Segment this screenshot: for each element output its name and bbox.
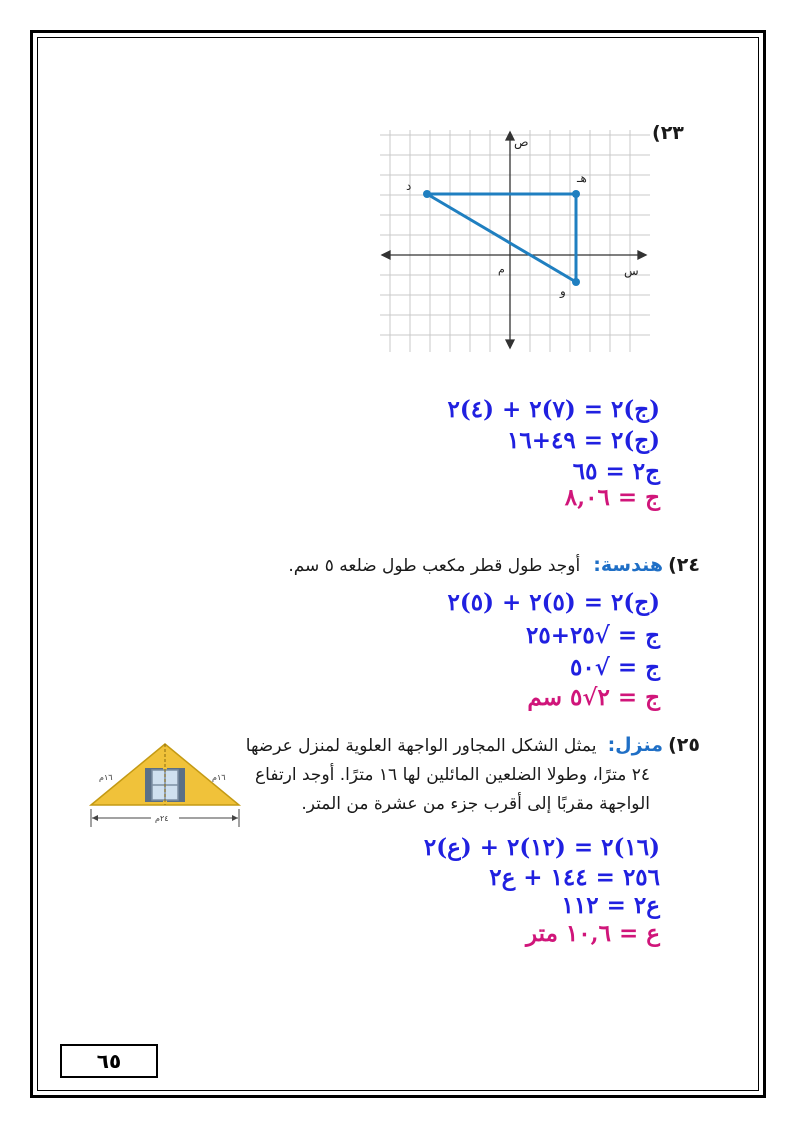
point-h-label: هـ bbox=[577, 171, 587, 185]
q25-house-facade-figure bbox=[85, 730, 247, 840]
y-axis-label: ص bbox=[514, 135, 529, 149]
q25-number: ٢٥) bbox=[668, 734, 700, 756]
q23-line-2: (ج)٢ = ٤٩+١٦ bbox=[507, 427, 660, 454]
q25-text-line-2: ٢٤ مترًا، وطولا الضلعين المائلين لها ١٦ مترًا. أوجد ارتفاع bbox=[255, 765, 650, 785]
page-number: ٦٥ bbox=[60, 1044, 158, 1078]
q25-text-line-3: الواجهة مقربًا إلى أقرب جزء من عشرة من المتر. bbox=[301, 794, 650, 814]
q25-answer: ع = ١٠,٦ متر bbox=[525, 920, 660, 947]
q24-answer: ج = ٢√٥ سم bbox=[527, 684, 660, 711]
q24-line-3: ج = √٥٠ bbox=[570, 654, 660, 681]
q23-coordinate-graph bbox=[380, 130, 650, 352]
origin-label: م bbox=[498, 263, 505, 276]
point-d bbox=[423, 190, 431, 198]
q25-text-line-1: يمثل الشكل المجاور الواجهة العلوية لمنزل عرضها bbox=[245, 736, 597, 756]
q23-answer: ج = ٨,٠٦ bbox=[564, 484, 660, 511]
q25-line-3: ع٢ = ١١٢ bbox=[561, 892, 660, 919]
q24-heading bbox=[288, 554, 700, 576]
q25-line-1: (١٦)٢ = (١٢)٢ + (ع)٢ bbox=[423, 834, 660, 861]
right-side-label: ١٦م bbox=[212, 773, 226, 782]
q25-heading bbox=[246, 734, 700, 756]
q24-line-1: (ج)٢ = (٥)٢ + (٥)٢ bbox=[447, 589, 660, 616]
base-label: ٢٤م bbox=[155, 814, 169, 823]
q23-line-1: (ج)٢ = (٧)٢ + (٤)٢ bbox=[447, 396, 660, 423]
q24-line-2: ج = √٢٥+٢٥ bbox=[526, 622, 660, 649]
q25-topic: منزل: bbox=[607, 734, 664, 756]
q23-line-3: ج٢ = ٦٥ bbox=[572, 458, 660, 485]
point-w bbox=[572, 278, 580, 286]
point-w-label: و bbox=[560, 284, 566, 298]
q25-line-2: ٢٥٦ = ١٤٤ + ع٢ bbox=[489, 864, 660, 891]
point-h bbox=[572, 190, 580, 198]
left-side-label: ١٦م bbox=[99, 773, 113, 782]
q23-number: (٢٣ bbox=[652, 122, 684, 144]
q24-number: ٢٤) bbox=[668, 554, 700, 576]
point-d-label: د bbox=[406, 179, 412, 193]
q24-topic: هندسة: bbox=[593, 554, 664, 576]
x-axis-label: س bbox=[624, 264, 639, 278]
q24-text: أوجد طول قطر مكعب طول ضلعه ٥ سم. bbox=[288, 556, 581, 576]
